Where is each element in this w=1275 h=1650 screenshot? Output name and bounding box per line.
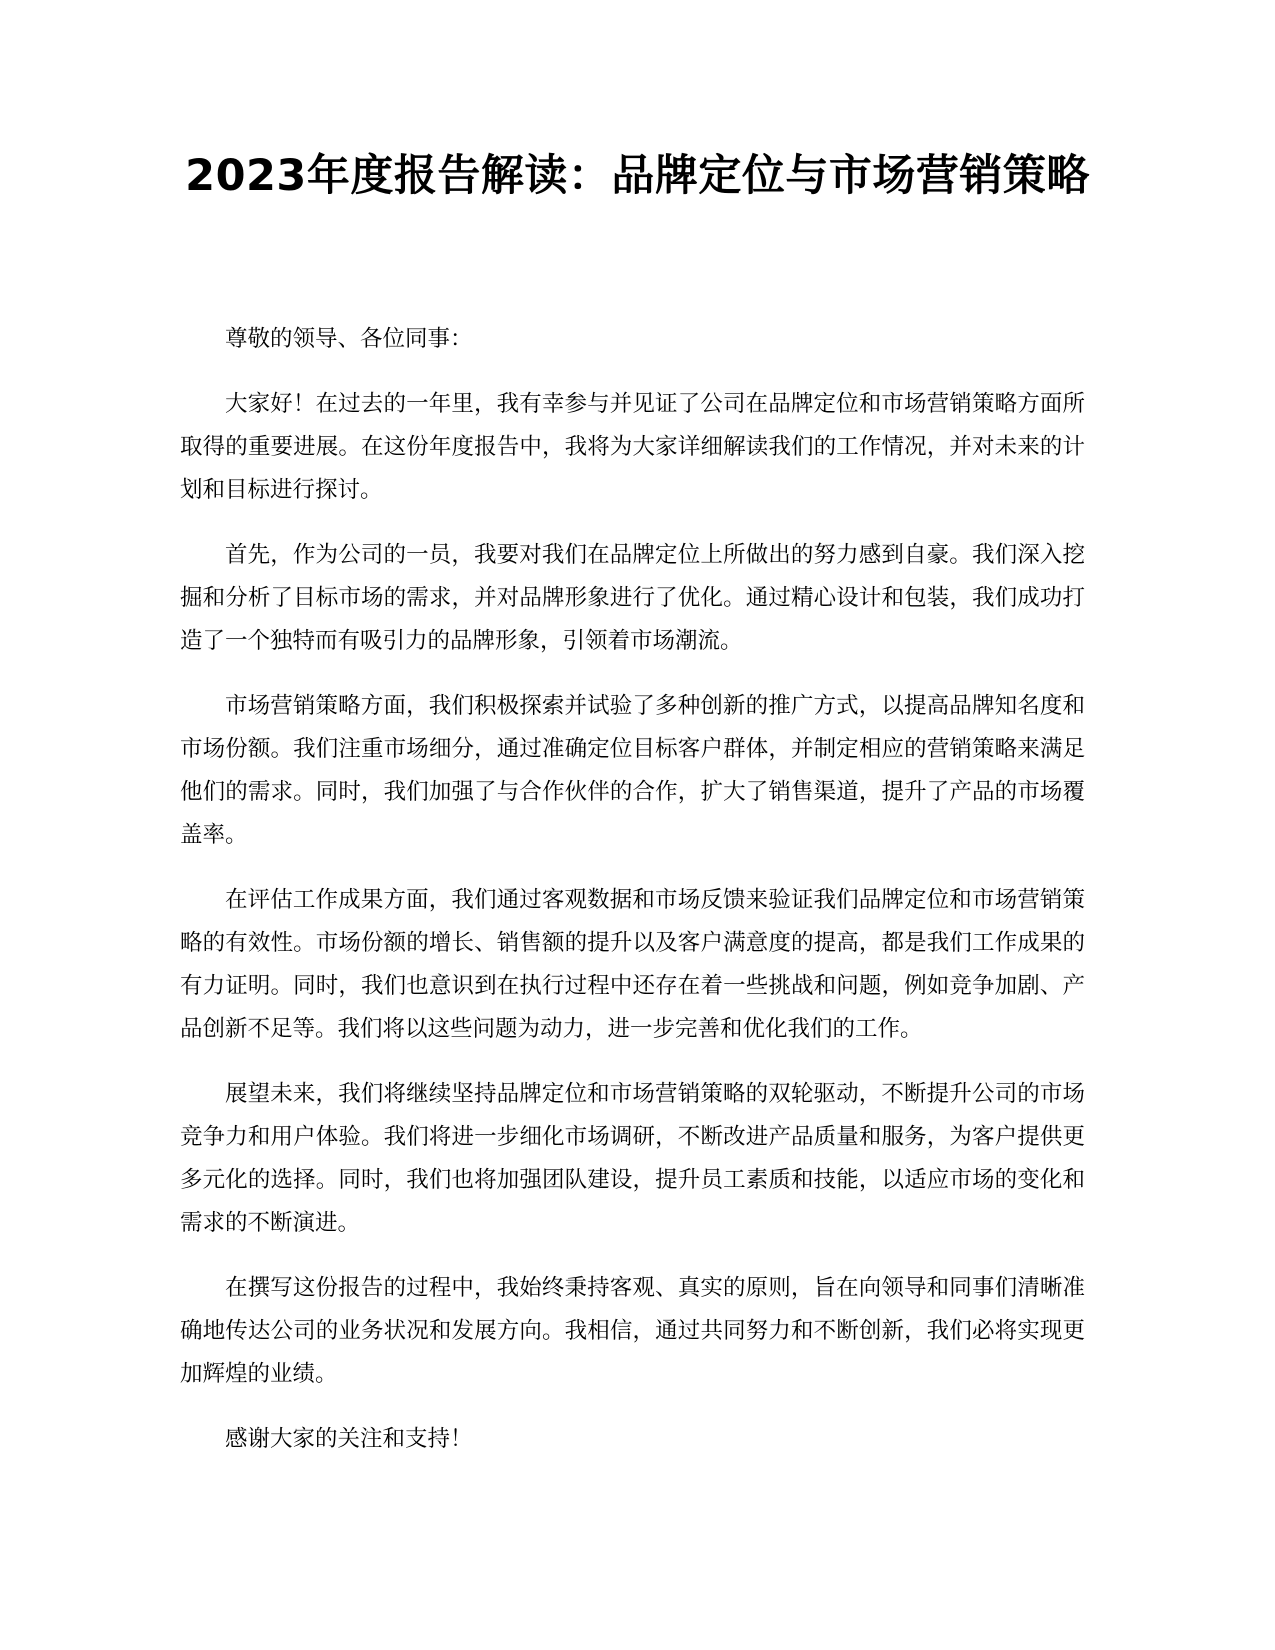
paragraph-greeting: 大家好！在过去的一年里，我有幸参与并见证了公司在品牌定位和市场营销策略方面所取得的重要进展。在这份年度报告中，我将为大家详细解读我们的工作情况，并对未来的计划和目标进行探讨。	[180, 391, 1085, 503]
document-body	[180, 318, 1085, 1483]
closing-thanks: 感谢大家的关注和支持！	[225, 1426, 473, 1452]
paragraph-principles: 在撰写这份报告的过程中，我始终秉持客观、真实的原则，旨在向领导和同事们清晰准确地传达公司的业务状况和发展方向。我相信，通过共同努力和不断创新，我们必将实现更加辉煌的业绩。	[180, 1275, 1085, 1387]
paragraph-marketing-strategy: 市场营销策略方面，我们积极探索并试验了多种创新的推广方式，以提高品牌知名度和市场份额。我们注重市场细分，通过准确定位目标客户群体，并制定相应的营销策略来满足他们的需求。同时，我们加强了与合作伙伴的合作，扩大了销售渠道，提升了产品的市场覆盖率。	[180, 693, 1085, 848]
paragraph-brand-positioning: 首先，作为公司的一员，我要对我们在品牌定位上所做出的努力感到自豪。我们深入挖掘和分析了目标市场的需求，并对品牌形象进行了优化。通过精心设计和包装，我们成功打造了一个独特而有吸引力的品牌形象，引领着市场潮流。	[180, 542, 1085, 654]
document-title: 2023年度报告解读：品牌定位与市场营销策略	[185, 151, 1090, 201]
paragraph-outlook: 展望未来，我们将继续坚持品牌定位和市场营销策略的双轮驱动，不断提升公司的市场竞争力和用户体验。我们将进一步细化市场调研，不断改进产品质量和服务，为客户提供更多元化的选择。同时，我们也将加强团队建设，提升员工素质和技能，以适应市场的变化和需求的不断演进。	[180, 1081, 1085, 1236]
salutation: 尊敬的领导、各位同事：	[225, 326, 473, 352]
paragraph-evaluation: 在评估工作成果方面，我们通过客观数据和市场反馈来验证我们品牌定位和市场营销策略的有效性。市场份额的增长、销售额的提升以及客户满意度的提高，都是我们工作成果的有力证明。同时，我们也意识到在执行过程中还存在着一些挑战和问题，例如竞争加剧、产品创新不足等。我们将以这些问题为动力，进一步完善和优化我们的工作。	[180, 887, 1085, 1042]
